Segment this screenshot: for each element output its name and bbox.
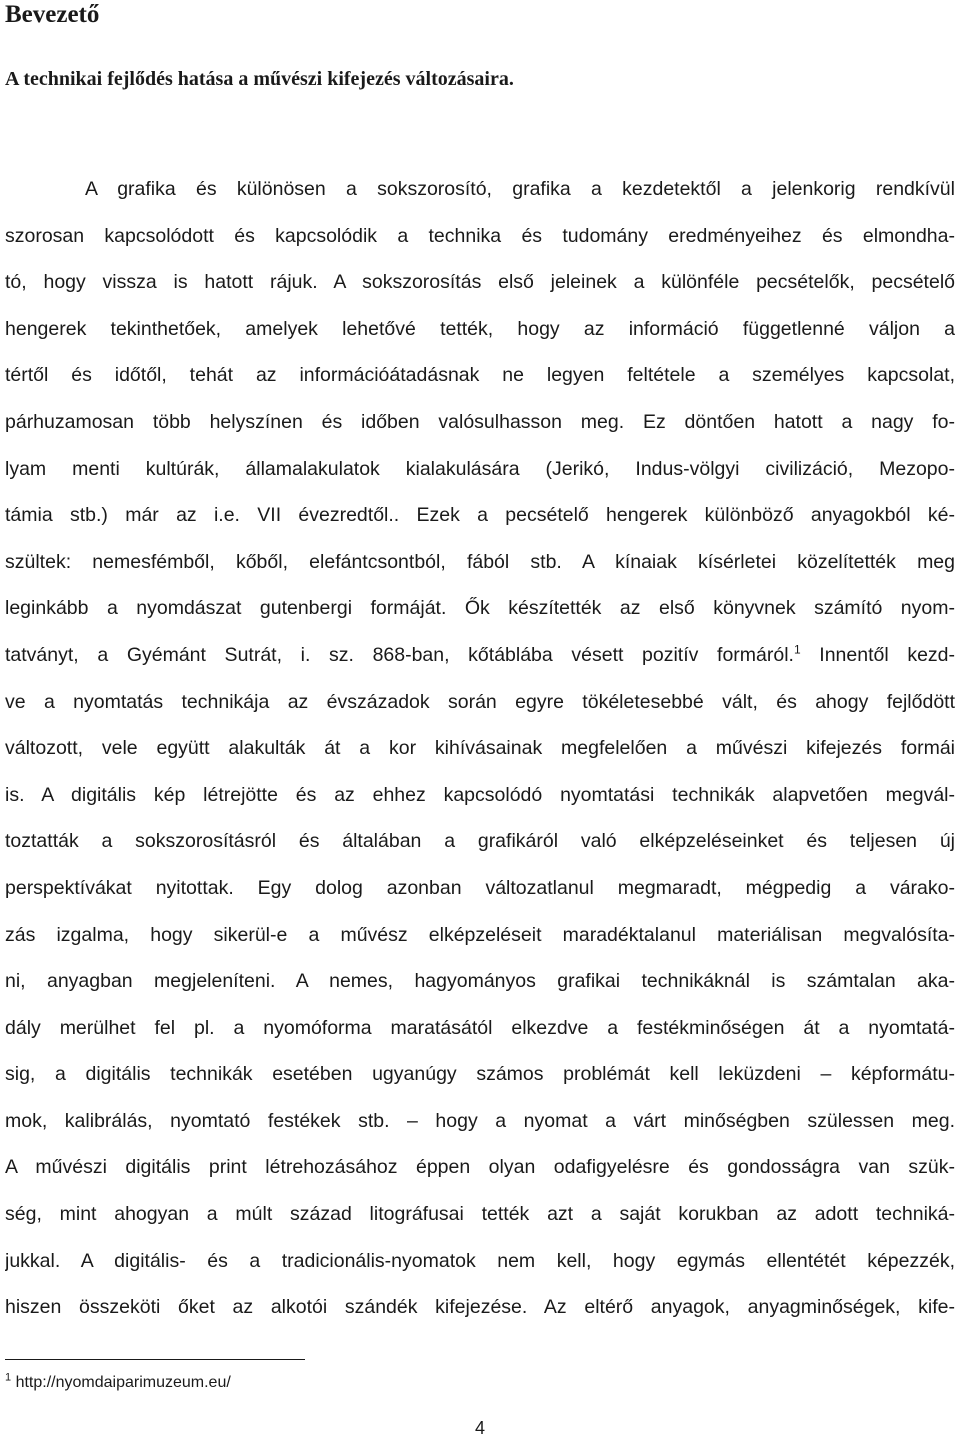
text-line: leginkább a nyomdászat gutenbergi formáját. Ők készítették az első könyvnek számító nyom- <box>5 597 955 620</box>
text-line: is. A digitális kép létrejötte és az ehhez kapcsolódó nyomtatási technikák alapvetően megvál- <box>5 783 955 806</box>
text-line: szorosan kapcsolódott és kapcsolódik a technika és tudomány eredményeihez és elmondha- <box>5 224 955 247</box>
text-fragment: tatványt, a Gyémánt Sutrát, i. sz. 868-ban, kőtáblába vésett pozitív formáról. <box>5 643 794 666</box>
text-line: támia stb.) már az i.e. VII évezredtől.. Ezek a pecsételő hengerek különböző anyagokból ké- <box>5 504 955 527</box>
text-line: perspektívákat nyitottak. Egy dolog azonban változatlanul megmaradt, mégpedig a várako- <box>5 876 955 899</box>
text-line: tértől és időtől, tehát az információátadásnak ne legyen feltétele a személyes kapcsolat, <box>5 364 955 387</box>
text-line: változott, vele együtt alakulták át a kor kihívásainak megfelelően a művészi kifejezés formái <box>5 737 955 760</box>
text-line: hengerek tekinthetőek, amelyek lehetővé tették, hogy az információ függetlenné váljon a <box>5 317 955 340</box>
footnote-number: 1 <box>5 1371 12 1384</box>
text-line: toztatták a sokszorosításról és általában a grafikáról való elképzeléseinket és teljesen új <box>5 830 955 853</box>
text-line: szültek: nemesfémből, kőből, elefántcsontból, fából stb. A kínaiak kísérletei közelítették meg <box>5 550 955 573</box>
footnote-reference[interactable]: 1 <box>793 642 801 657</box>
text-line: A művészi digitális print létrehozásához éppen olyan odafigyelésre és gondosságra van szük- <box>5 1156 955 1179</box>
text-line-with-footnote <box>5 638 955 685</box>
text-line: párhuzamosan több helyszínen és időben valósulhasson meg. Ez döntően hatott a nagy fo- <box>5 410 955 433</box>
text-line: A grafika és különösen a sokszorosító, grafika a kezdetektől a jelenkorig rendkívül <box>85 178 955 200</box>
text-line: zás izgalma, hogy sikerül-e a művész elképzeléseit maradéktalanul materiálisan megvalósíta- <box>5 923 955 946</box>
text-line: tó, hogy vissza is hatott rájuk. A sokszorosítás első jeleinek a különféle pecsételők, pecsételő <box>5 271 955 294</box>
text-line: sig, a digitális technikák esetében ugyanúgy számos problémát kell leküzdeni – képformátu- <box>5 1063 955 1086</box>
text-line: dály merülhet fel pl. a nyomóforma maratásától elkezdve a festékminőségen át a nyomtatá- <box>5 1016 955 1039</box>
text-line: lyam menti kultúrák, államalakulatok kialakulására (Jerikó, Indus-völgyi civilizáció, Mezopo- <box>5 457 955 480</box>
footnote-link[interactable]: http://nyomdaiparimuzeum.eu/ <box>15 1374 231 1391</box>
text-line: ni, anyagban megjeleníteni. A nemes, hagyományos grafikai technikáknál is számtalan aka- <box>5 970 955 993</box>
text-line: jukkal. A digitális- és a tradicionális-nyomatok nem kell, hogy egymás ellentétét képezzék, <box>5 1249 955 1272</box>
text-line: ség, mint ahogyan a múlt század litográfusai tették azt a saját korukban az adott techniká- <box>5 1203 955 1226</box>
footnote <box>5 1372 231 1394</box>
page-number: 4 <box>474 1418 485 1438</box>
text-line: ve a nyomtatás technikája az évszázadok során egyre tökéletesebbé vált, és ahogy fejlődött <box>5 690 955 713</box>
page-heading: Bevezető <box>5 1 100 28</box>
text-line: hiszen összeköti őket az alkotói szándék kifejezése. Az eltérő anyagok, anyagminőségek, kife- <box>5 1296 955 1319</box>
section-subheading: A technikai fejlődés hatása a művészi kifejezés változásaira. <box>5 68 514 90</box>
body-paragraph <box>5 172 955 1337</box>
text-line: mok, kalibrálás, nyomtató festékek stb. – hogy a nyomat a várt minőségben szülessen meg. <box>5 1109 955 1132</box>
footnote-separator <box>5 1359 305 1360</box>
text-fragment: Innentől kezd- <box>819 643 955 666</box>
